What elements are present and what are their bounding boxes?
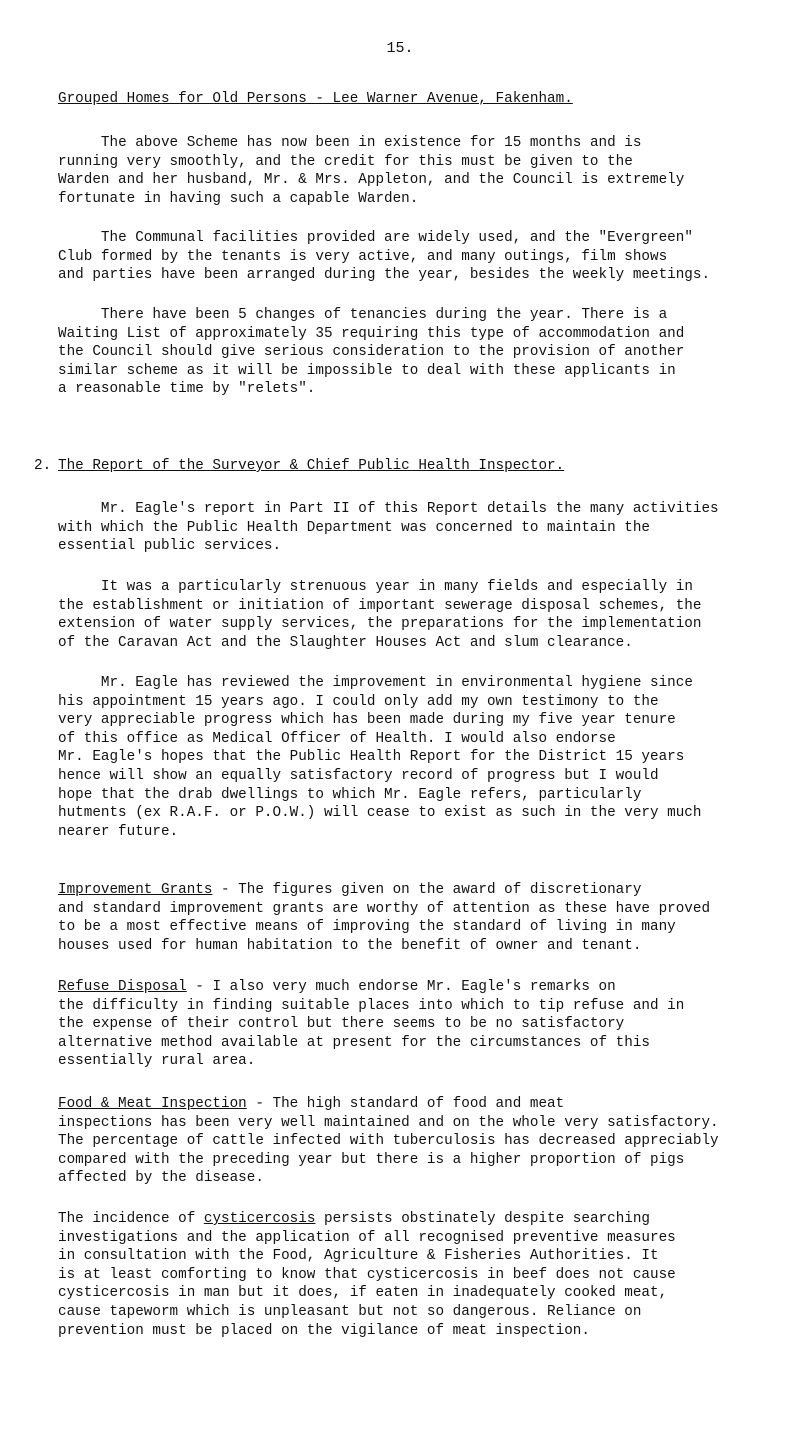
paragraph-tenancy-changes: There have been 5 changes of tenancies during the year. There is a Waiting List of approximately 35 requiring this type of accommodation and the Council should give serious consideration to the provision of another similar scheme as it will be impossible to deal with these applicants in a reasonable time by "relets".: [58, 307, 685, 398]
paragraph-refuse-disposal: [58, 978, 798, 1071]
paragraph-cysticercosis: [58, 1210, 798, 1340]
section-heading-surveyor-report: The Report of the Surveyor & Chief Public Health Inspector.: [58, 458, 565, 474]
paragraph-environmental-hygiene: Mr. Eagle has reviewed the improvement in environmental hygiene since his appointment 15 years ago. I could only add my own testimony to the very appreciable progress which has been made during my five year tenure of this office as Medical Officer of Health. I would also endorse Mr. Eagle's hopes that the Public Health Report for the District 15 years hence will show an equally satisfactory record of progress but I would hope that the drab dwellings to which Mr. Eagle refers, particularly hutments (ex R.A.F. or P.O.W.) will cease to exist as such in the very much nearer future.: [58, 675, 702, 840]
page-number: 15.: [386, 40, 414, 57]
section-heading-grouped-homes: Grouped Homes for Old Persons - Lee Warner Avenue, Fakenham.: [58, 91, 573, 107]
section-number: 2.: [34, 458, 52, 474]
cysticercosis-text: persists obstinately despite searching investigations and the application of all recognised preventive measures in consultation with the Food, Agriculture & Fisheries Authorities. It is at least comforting to know that cysticercosis in beef does not cause cysticercosis in man but it does, if eaten in inadequately cooked meat, cause tapeworm which is unpleasant but not so dangerous. Reliance on prevention must be placed on the vigilance of meat inspection.: [58, 1211, 676, 1339]
topic-title-improvement-grants: Improvement Grants: [58, 882, 213, 898]
paragraph-food-meat-inspection: [58, 1095, 798, 1188]
topic-title-food-meat-inspection: Food & Meat Inspection: [58, 1096, 247, 1112]
topic-text-improvement-grants: - The figures given on the award of discretionary and standard improvement grants are worthy of attention as these have proved to be a most effective means of improving the standard of living in many houses used for human habitation to the benefit of owner and tenant.: [58, 882, 711, 954]
paragraph-strenuous-year: It was a particularly strenuous year in many fields and especially in the establishment or initiation of important sewerage disposal schemes, the extension of water supply services, the preparations for the implementation of the Caravan Act and the Slaughter Houses Act and slum clearance.: [58, 579, 702, 651]
paragraph-scheme-existence: The above Scheme has now been in existence for 15 months and is running very smoothly, and the credit for this must be given to the Warden and her husband, Mr. & Mrs. Appleton, and the Council is extremely fortunate in having such a capable Warden.: [58, 135, 685, 207]
topic-title-refuse-disposal: Refuse Disposal: [58, 979, 187, 995]
cysticercosis-term: cysticercosis: [203, 1211, 316, 1227]
paragraph-eagle-report: Mr. Eagle's report in Part II of this Report details the many activities with which the Public Health Department was concerned to maintain the essential public services.: [58, 501, 719, 555]
cysticercosis-prefix: The incidence of: [58, 1211, 204, 1227]
paragraph-communal-facilities: The Communal facilities provided are widely used, and the "Evergreen" Club formed by the tenants is very active, and many outings, film shows and parties have been arranged during the year, besides the weekly meetings.: [58, 230, 711, 284]
topic-text-refuse-disposal: - I also very much endorse Mr. Eagle's remarks on the difficulty in finding suitable places into which to tip refuse and in the expense of their control but there seems to be no satisfactory alternative method available at present for the circumstances of this essentially rural area.: [58, 979, 685, 1070]
topic-text-food-meat-inspection: - The high standard of food and meat inspections has been very well maintained and on the whole very satisfactory. The percentage of cattle infected with tuberculosis has decreased appreciably compared with the preceding year but there is a higher proportion of pigs affected by the disease.: [58, 1096, 719, 1187]
paragraph-improvement-grants: [58, 881, 798, 955]
